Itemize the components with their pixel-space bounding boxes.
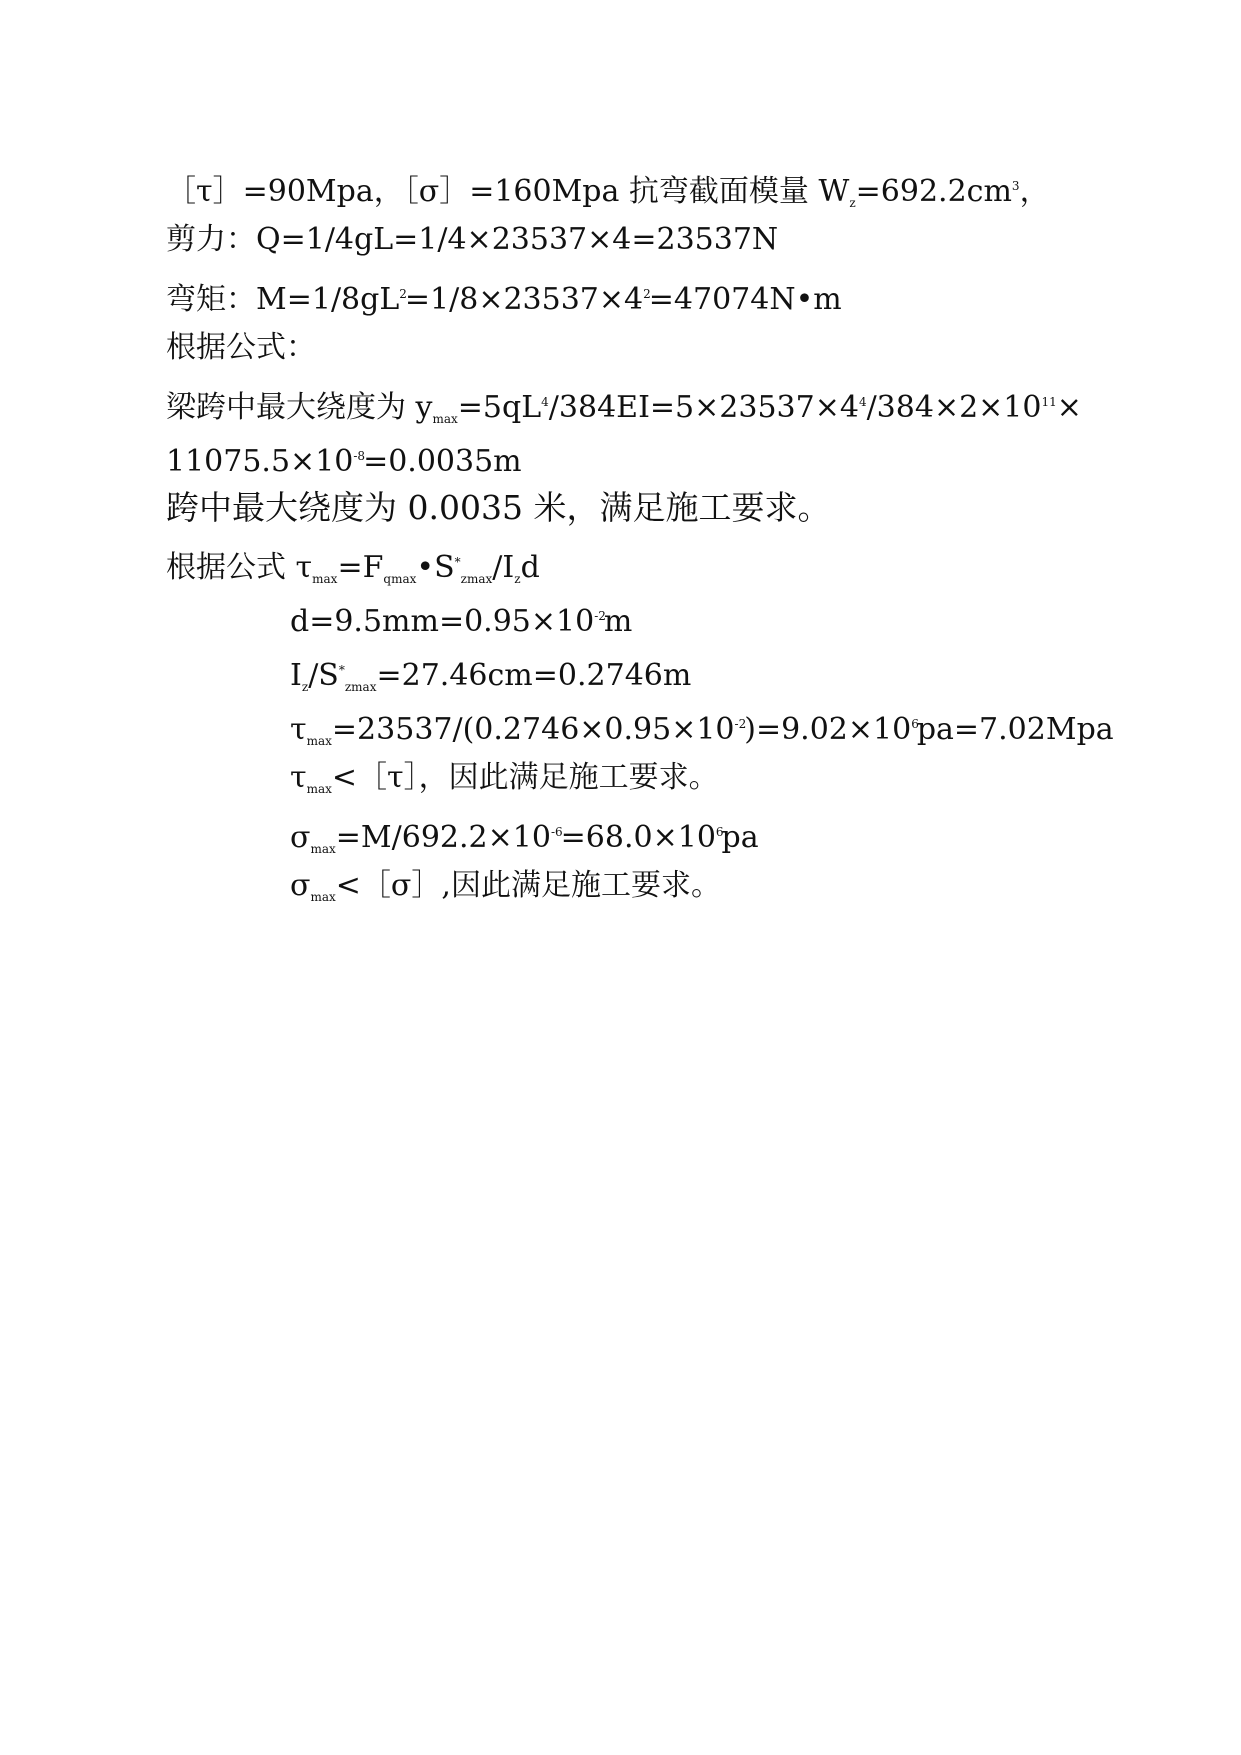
shear-formula-line — [166, 544, 540, 597]
deflection-formula-line — [166, 384, 1082, 437]
superscript: 2 — [643, 287, 651, 301]
text-segment: 11075.5×10 — [166, 444, 354, 479]
superscript: 3 — [1011, 179, 1020, 193]
text-segment: τ — [290, 760, 307, 795]
text-segment: =47074N•m — [648, 282, 842, 317]
text-segment: /I — [492, 550, 515, 585]
text-segment: <［σ］,因此满足施工要求。 — [335, 868, 721, 903]
text-segment: σ — [290, 868, 311, 903]
subscript: z — [514, 572, 521, 586]
text-segment: pa=7.02Mpa — [916, 712, 1114, 747]
bending-moment-line — [166, 276, 842, 318]
subscript: z — [301, 680, 309, 694]
superscript: -8 — [353, 449, 366, 463]
text-segment: 梁跨中最大绕度为 y — [166, 390, 433, 425]
superscript: 6 — [911, 717, 919, 731]
text-segment: ， — [1019, 174, 1050, 209]
subscript: qmax — [383, 572, 417, 586]
shear-check-line — [290, 760, 719, 807]
text-segment: =F — [337, 550, 384, 585]
text-segment: =27.46cm=0.2746m — [376, 658, 692, 693]
text-segment: I — [290, 658, 302, 693]
text-segment: × — [1056, 390, 1082, 425]
web-thickness-line — [290, 598, 632, 640]
subscript: max — [306, 782, 332, 796]
superscript: 4 — [541, 395, 549, 409]
text-segment: d — [520, 550, 540, 585]
text-segment: /384×2×10 — [866, 390, 1042, 425]
text-segment: τ — [290, 712, 307, 747]
text-segment: /384EI=5×23537×4 — [548, 390, 859, 425]
subscript: max — [312, 572, 338, 586]
deflection-conclusion — [166, 490, 830, 526]
superscript: 2 — [399, 287, 407, 301]
shear-stress-line — [290, 706, 1114, 759]
text-segment: =0.0035m — [363, 444, 522, 479]
text-segment: σ — [290, 820, 311, 855]
subscript: zmax — [460, 572, 493, 586]
text-segment: ［τ］=90Mpa，［σ］=160Mpa 抗弯截面模量 W — [166, 174, 850, 209]
subscript: max — [432, 412, 458, 426]
text-segment: 根据公式 τ — [166, 550, 313, 585]
superscript: 4 — [858, 395, 867, 409]
text-segment: 剪力：Q=1/4gL=1/4×23537×4=23537N — [166, 222, 779, 257]
formula-heading — [166, 330, 316, 366]
subscript: max — [306, 734, 332, 748]
subscript: max — [310, 842, 336, 856]
subscript: max — [310, 890, 336, 904]
text-segment: /S — [308, 658, 339, 693]
superscript: -2 — [594, 609, 606, 623]
superscript: 11 — [1041, 395, 1057, 409]
subscript: z — [849, 196, 856, 210]
text-segment: 跨中最大绕度为 0.0035 米，满足施工要求。 — [166, 488, 831, 527]
superscript: 6 — [715, 825, 724, 839]
text-segment: •S — [416, 550, 455, 585]
text-segment: 弯矩：M=1/8gL — [166, 282, 400, 317]
shear-force-line — [166, 222, 778, 258]
allowable-stress-line — [166, 168, 1050, 221]
superscript: * — [454, 555, 461, 569]
text-segment: )=9.02×10 — [744, 712, 912, 747]
text-segment: =1/8×23537×4 — [404, 282, 644, 317]
text-segment: =5qL — [457, 390, 542, 425]
text-segment: pa — [721, 820, 759, 855]
superscript: -2 — [734, 717, 747, 731]
subscript: zmax — [344, 680, 377, 694]
text-segment: <［τ］，因此满足施工要求。 — [331, 760, 719, 795]
section-ratio-line — [290, 652, 691, 705]
superscript: -6 — [550, 825, 563, 839]
text-segment: =M/692.2×10 — [335, 820, 551, 855]
deflection-result-line — [166, 438, 522, 480]
text-segment: d=9.5mm=0.95×10 — [290, 604, 595, 639]
bending-check-line — [290, 868, 721, 915]
text-segment: =692.2cm — [855, 174, 1012, 209]
text-segment: =68.0×10 — [560, 820, 716, 855]
bending-stress-line — [290, 814, 759, 867]
text-segment: =23537/(0.2746×0.95×10 — [331, 712, 735, 747]
text-segment: m — [603, 604, 633, 639]
superscript: * — [338, 663, 345, 677]
text-segment: 根据公式： — [166, 330, 316, 365]
